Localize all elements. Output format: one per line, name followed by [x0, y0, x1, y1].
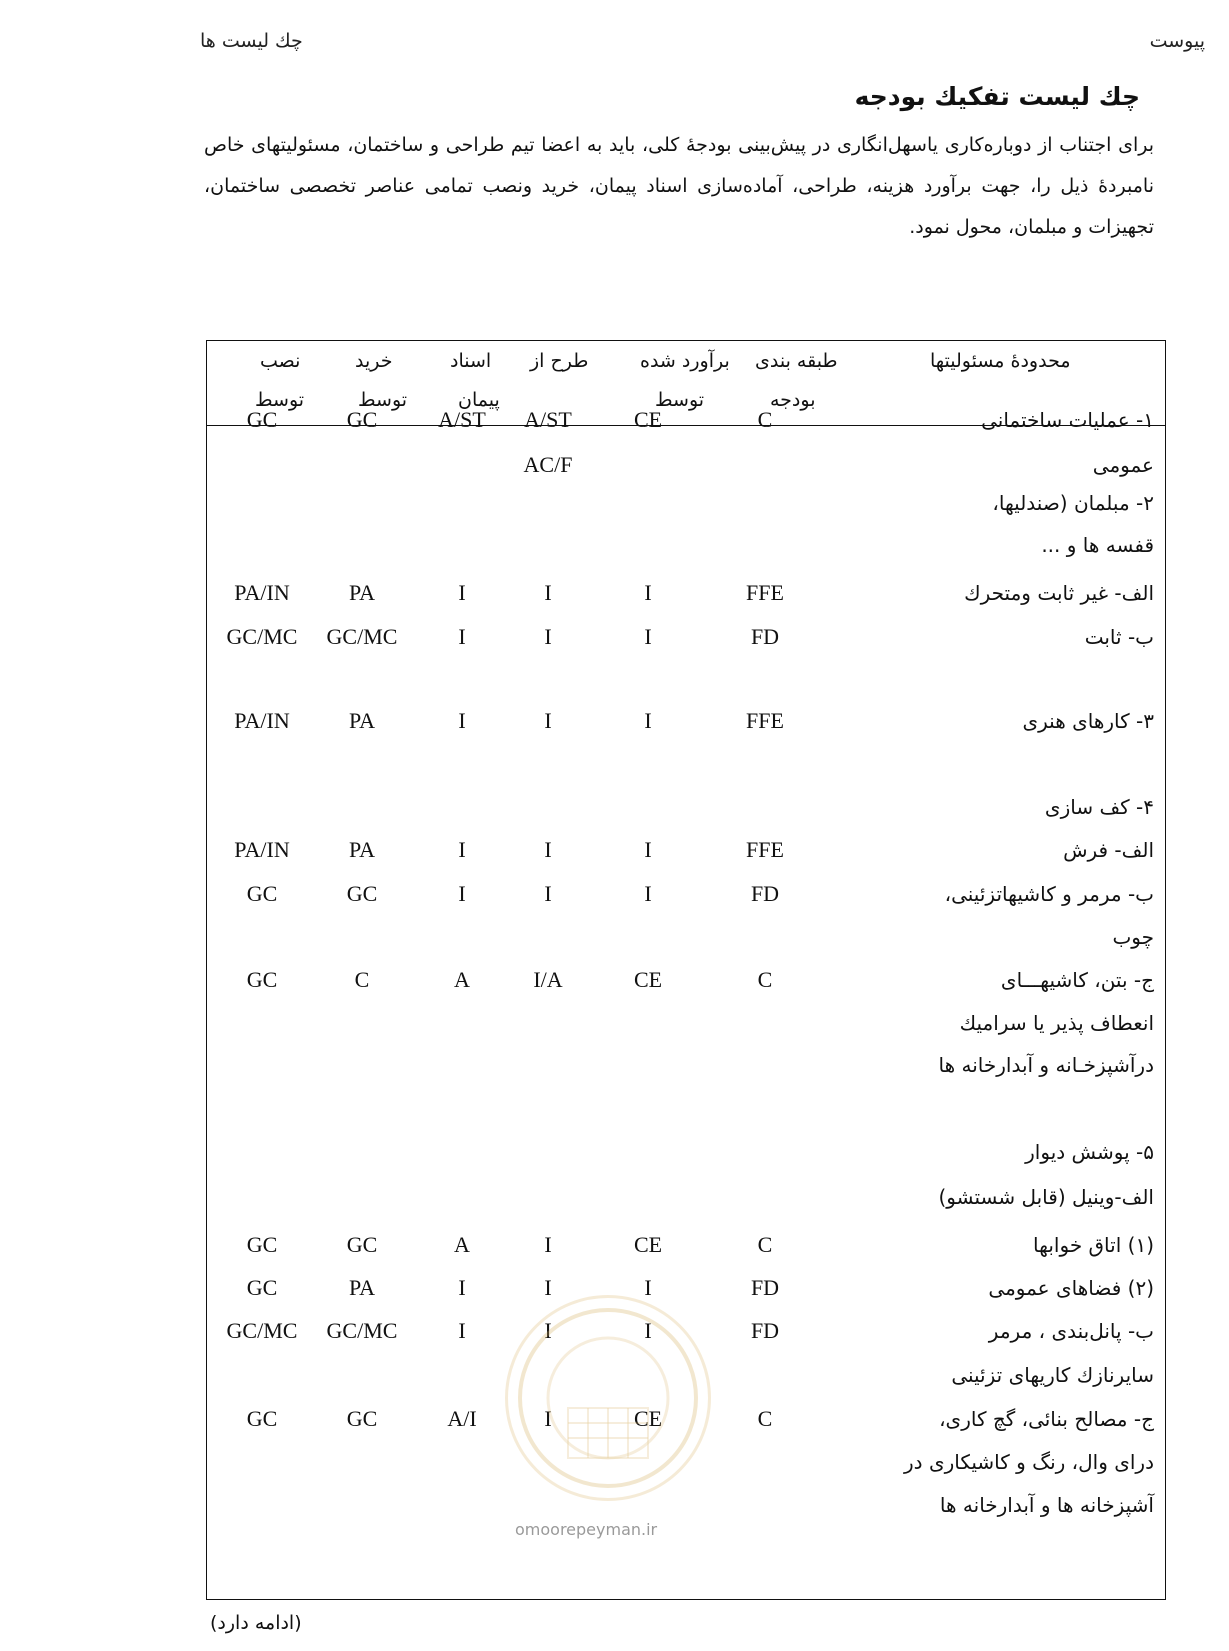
- intro-paragraph: برای اجتناب از دوباره‌کاری یاسهل‌انگاری در پیش‌بینی بودجهٔ کلی، باید به اعضا تیم طراحی و ساختمان، مسئولیتهای خاص نامبردهٔ ذیل را، جهت برآورد هزینه، طراحی، آماده‌سازی اسناد پیمان، خرید ونصب تمامی عناصر تخصصی ساختمان، تجهیزات و مبلمان، محول نمود.: [204, 134, 1154, 238]
- col-header-estimate-2: توسط: [655, 389, 705, 411]
- cell-est: I: [644, 1275, 652, 1300]
- cell-design: A/ST: [524, 407, 572, 432]
- cell-docs: I: [458, 1275, 466, 1300]
- cell-docs: I: [458, 881, 466, 906]
- cell-est: I: [644, 624, 652, 649]
- cell-est: CE: [633, 407, 663, 432]
- row-label: انعطاف پذیر یا سرامیك: [959, 1011, 1154, 1035]
- cell-cat: C: [757, 967, 773, 992]
- cell-docs: I: [458, 1318, 466, 1343]
- cell-buy: PA: [348, 708, 376, 733]
- row-label: ۱- عملیات ساختمانی: [981, 408, 1154, 432]
- col-header-install-1: نصب: [260, 350, 301, 372]
- col-header-purchase-2: توسط: [358, 389, 408, 411]
- page-header-chapter: چك لیست ها: [200, 30, 303, 52]
- row-label: قفسه ها و ...: [1041, 533, 1154, 557]
- cell-inst: GC: [246, 1232, 278, 1257]
- cell-est: I: [644, 708, 652, 733]
- cell-buy: GC: [346, 1406, 378, 1431]
- watermark-text: omoorepeyman.ir: [515, 1520, 658, 1539]
- col-header-design: طرح از: [530, 350, 589, 372]
- cell-est: I: [644, 837, 652, 862]
- cell-design: I: [544, 1275, 552, 1300]
- row-label: ب- ثابت: [1084, 625, 1154, 649]
- row-label: الف- غیر ثابت ومتحرك: [964, 581, 1154, 605]
- cell-docs: A: [454, 1232, 470, 1257]
- cell-design: I/A: [533, 967, 563, 992]
- row-label: ۴- کف سازی: [1044, 795, 1154, 819]
- cell-cat: C: [757, 1406, 773, 1431]
- cell-cat: FFE: [746, 580, 784, 605]
- cell-design: I: [544, 1318, 552, 1343]
- cell-inst: GC: [246, 1275, 278, 1300]
- row-label: سایرنازك کاریهای تزئینی: [951, 1363, 1154, 1387]
- cell-design: I: [544, 708, 552, 733]
- cell-design: I: [544, 1406, 552, 1431]
- row-label: الف- فرش: [1063, 838, 1154, 862]
- cell-est: CE: [633, 1232, 663, 1257]
- row-label: عمومی: [1092, 453, 1154, 477]
- row-label: ب- مرمر و کاشیهاتزئینی،: [944, 882, 1154, 906]
- row-label: ۵- پوشش دیوار: [1025, 1140, 1154, 1164]
- cell-est: I: [644, 580, 652, 605]
- cell-cat: FFE: [746, 708, 784, 733]
- cell-buy: GC: [346, 1232, 378, 1257]
- col-header-docs-2: پیمان: [458, 389, 500, 411]
- cell-inst: GC/MC: [226, 1318, 298, 1343]
- cell-docs: I: [458, 708, 466, 733]
- cell-design: I: [544, 881, 552, 906]
- cell-design: I: [544, 837, 552, 862]
- watermark-seal-icon: [505, 1295, 711, 1501]
- cell-buy: GC/MC: [326, 1318, 398, 1343]
- cell-buy: PA: [348, 1275, 376, 1300]
- section-title: چك لیست تفكیك بودجه: [854, 82, 1140, 111]
- cell-cat: FD: [750, 624, 780, 649]
- cell-buy: GC/MC: [326, 624, 398, 649]
- row-label: چوب: [1112, 925, 1154, 949]
- cell-cat: FD: [750, 1275, 780, 1300]
- row-label: درای وال، رنگ و کاشیکاری در: [904, 1450, 1154, 1474]
- cell-inst: GC: [246, 1406, 278, 1431]
- col-header-category-1: طبقه بندی: [755, 350, 838, 372]
- page-header-section: پیوست: [1149, 30, 1205, 52]
- col-header-scope: محدودهٔ مسئولیتها: [930, 350, 1071, 372]
- col-header-purchase-1: خرید: [355, 350, 393, 372]
- continued-note: (ادامه دارد): [210, 1612, 302, 1634]
- cell-docs: A/I: [447, 1406, 477, 1431]
- cell-cat: FD: [750, 1318, 780, 1343]
- row-label: ج- مصالح بنائی، گچ کاری،: [939, 1407, 1154, 1431]
- cell-docs: I: [458, 624, 466, 649]
- cell-inst: GC/MC: [226, 624, 298, 649]
- cell-docs: I: [458, 837, 466, 862]
- cell-buy: GC: [346, 407, 378, 432]
- cell-docs: A: [454, 967, 470, 992]
- cell-design: I: [544, 1232, 552, 1257]
- row-label: (۲) فضاهای عمومی: [988, 1276, 1154, 1300]
- cell-design: AC/F: [523, 452, 573, 477]
- cell-buy: PA: [348, 837, 376, 862]
- cell-docs: I: [458, 580, 466, 605]
- row-label: آشپزخانه ها و آبدارخانه ها: [939, 1493, 1154, 1517]
- cell-est: I: [644, 1318, 652, 1343]
- cell-inst: GC: [246, 967, 278, 992]
- cell-buy: C: [354, 967, 370, 992]
- col-header-category-2: بودجه: [770, 389, 816, 411]
- col-header-install-2: توسط: [255, 389, 305, 411]
- col-header-docs-1: اسناد: [450, 350, 492, 372]
- cell-est: I: [644, 881, 652, 906]
- cell-inst: PA/IN: [234, 580, 290, 605]
- cell-design: I: [544, 580, 552, 605]
- cell-cat: FD: [750, 881, 780, 906]
- cell-cat: C: [757, 1232, 773, 1257]
- cell-buy: GC: [346, 881, 378, 906]
- cell-design: I: [544, 624, 552, 649]
- col-header-estimate-1: برآورد شده: [640, 350, 730, 372]
- cell-inst: PA/IN: [234, 837, 290, 862]
- row-label: ب- پانل‌بندی ، مرمر: [988, 1319, 1154, 1343]
- row-label: درآشپزخـانه و آبدارخانه ها: [938, 1053, 1154, 1077]
- row-label: ج- بتن، کاشیهـــای: [1000, 968, 1154, 992]
- cell-est: CE: [633, 1406, 663, 1431]
- row-label: (۱) اتاق خوابها: [1033, 1233, 1154, 1257]
- cell-est: CE: [633, 967, 663, 992]
- cell-inst: PA/IN: [234, 708, 290, 733]
- cell-cat: FFE: [746, 837, 784, 862]
- cell-buy: PA: [348, 580, 376, 605]
- cell-inst: GC: [246, 407, 278, 432]
- row-label: الف-وینیل (قابل شستشو): [938, 1185, 1154, 1209]
- cell-docs: A/ST: [438, 407, 486, 432]
- cell-cat: C: [757, 407, 773, 432]
- row-label: ۳- کارهای هنری: [1022, 709, 1154, 733]
- cell-inst: GC: [246, 881, 278, 906]
- row-label: ۲- مبلمان (صندلیها،: [992, 491, 1154, 515]
